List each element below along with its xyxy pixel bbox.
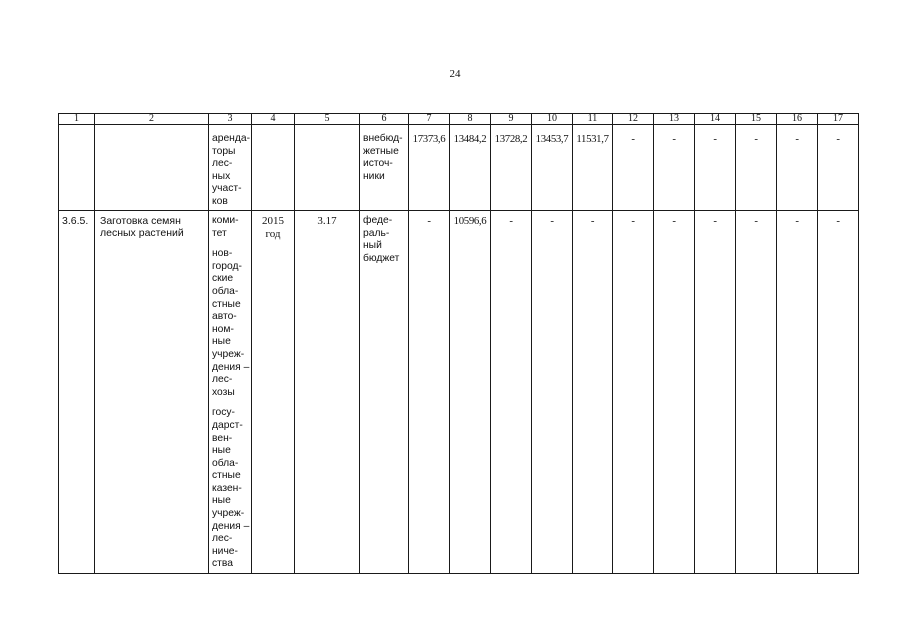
- row-2-value-col-11: -: [573, 211, 613, 574]
- row-2-value-col-12: -: [613, 211, 654, 574]
- column-header-9: 9: [491, 114, 532, 125]
- row-2-value-col-13: -: [654, 211, 695, 574]
- row-2-responsible-text-1: коми- тет: [212, 215, 239, 239]
- column-header-12: 12: [613, 114, 654, 125]
- row-1-value-col-8: 13484,2: [450, 125, 491, 211]
- row-1-value-col-10: 13453,7: [532, 125, 573, 211]
- row-1-value-col-9: 13728,2: [491, 125, 532, 211]
- column-header-7: 7: [409, 114, 450, 125]
- column-header-14: 14: [695, 114, 736, 125]
- row-2-value-col-9: -: [491, 211, 532, 574]
- row-1-period-cell: [252, 125, 295, 211]
- column-header-4: 4: [252, 114, 295, 125]
- data-table: [58, 113, 859, 574]
- column-header-15: 15: [736, 114, 777, 125]
- row-1-value-col-15: -: [736, 125, 777, 211]
- column-header-3: 3: [209, 114, 252, 125]
- column-header-10: 10: [532, 114, 573, 125]
- row-1-indicator-cell: [295, 125, 360, 211]
- column-header-6: 6: [360, 114, 409, 125]
- row-2-indicator-cell: 3.17: [295, 211, 360, 574]
- header-row: [59, 114, 859, 125]
- column-header-11: 11: [573, 114, 613, 125]
- row-2-value-col-10: -: [532, 211, 573, 574]
- row-2-value-col-7: -: [409, 211, 450, 574]
- table-row: [59, 211, 859, 574]
- column-header-8: 8: [450, 114, 491, 125]
- row-1-value-col-17: -: [818, 125, 859, 211]
- row-1-value-col-7: 17373,6: [409, 125, 450, 211]
- page-number: 24: [449, 68, 461, 80]
- row-1-name-cell: [95, 125, 209, 211]
- row-2-source-cell: феде- раль- ный бюджет: [360, 211, 409, 574]
- row-2-value-col-8: 10596,6: [450, 211, 491, 574]
- row-1-value-col-12: -: [613, 125, 654, 211]
- row-2-period-cell: 2015 год: [252, 211, 295, 574]
- row-1-responsible-text: аренда- торы лес- ных участ- ков: [212, 133, 251, 207]
- row-1-code-cell: [59, 125, 95, 211]
- row-2-value-col-16: -: [777, 211, 818, 574]
- row-2-value-col-17: -: [818, 211, 859, 574]
- row-2-responsible-cell: [209, 211, 252, 574]
- column-header-13: 13: [654, 114, 695, 125]
- row-1-value-col-13: -: [654, 125, 695, 211]
- column-header-16: 16: [777, 114, 818, 125]
- row-1-source-cell: внебюд- жетные источ- ники: [360, 125, 409, 211]
- table-row: [59, 125, 859, 211]
- row-2-name-cell: Заготовка семян лесных растений: [95, 211, 209, 574]
- row-1-value-col-11: 11531,7: [573, 125, 613, 211]
- row-1-value-col-14: -: [695, 125, 736, 211]
- column-header-5: 5: [295, 114, 360, 125]
- row-1-value-col-16: -: [777, 125, 818, 211]
- row-2-responsible-text-2: нов- город- ские обла- стные авто- ном- ные учреж- дения – лес- хозы: [212, 248, 250, 398]
- column-header-1: 1: [59, 114, 95, 125]
- row-2-value-col-14: -: [695, 211, 736, 574]
- row-2-responsible-text-3: госу- дарст- вен- ные обла- стные казен- ные учреж- дения – лес- ниче- ства: [212, 407, 250, 570]
- column-header-2: 2: [95, 114, 209, 125]
- column-header-17: 17: [818, 114, 859, 125]
- row-2-code-cell: 3.6.5.: [59, 211, 95, 574]
- row-1-responsible-cell: [209, 125, 252, 211]
- row-2-value-col-15: -: [736, 211, 777, 574]
